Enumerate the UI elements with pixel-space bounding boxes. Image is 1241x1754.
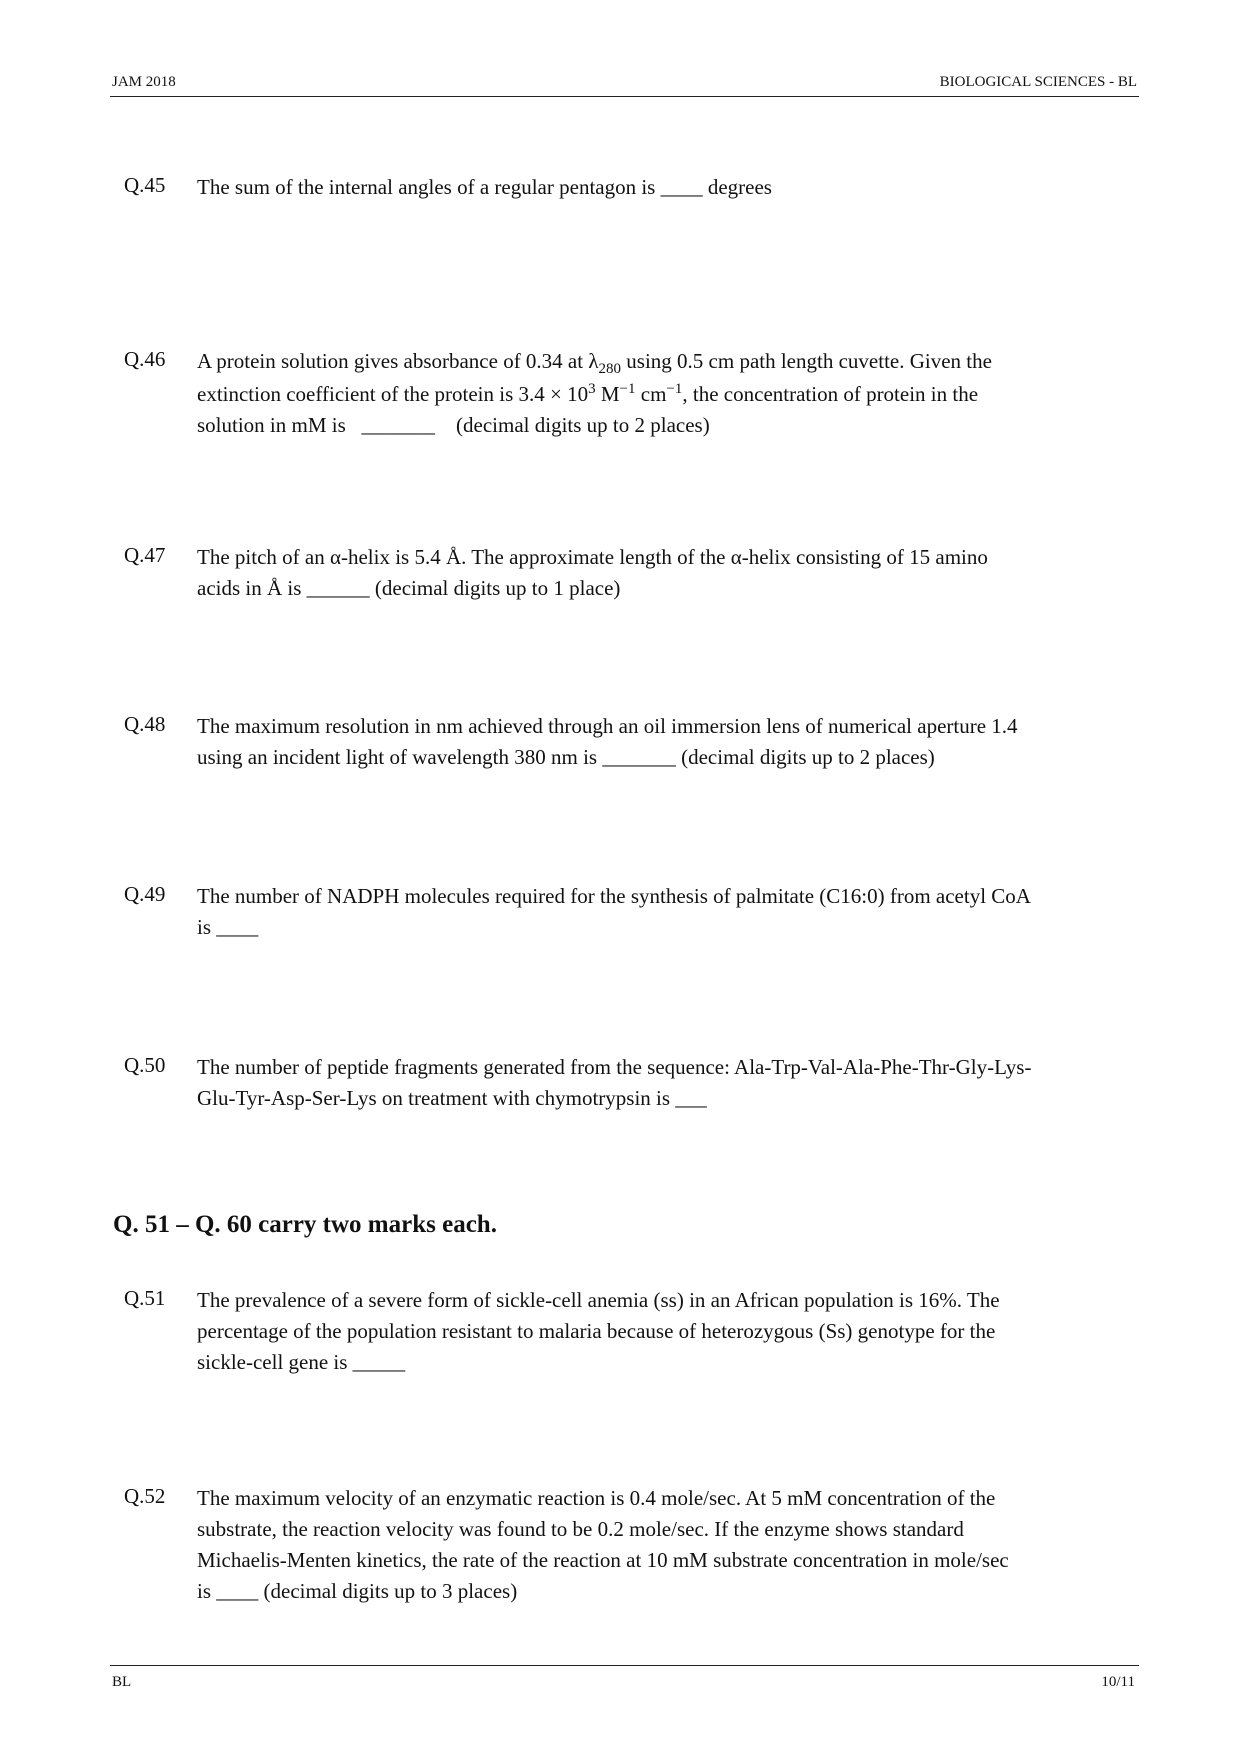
question-line: sickle-cell gene is _____ xyxy=(197,1350,406,1374)
question-line: The sum of the internal angles of a regular pentagon is ____ degrees xyxy=(197,175,772,199)
question-number: Q.50 xyxy=(124,1053,166,1077)
question-line: The maximum resolution in nm achieved through an oil immersion lens of numerical aperture 1.4 xyxy=(197,714,1018,738)
question-text xyxy=(197,1285,1117,1378)
text-run: , the concentration of protein in the xyxy=(682,382,979,406)
question-text xyxy=(197,542,1117,604)
exponent: −1 xyxy=(666,381,683,397)
question-line: acids in Å is ______ (decimal digits up to 1 place) xyxy=(197,576,621,600)
question-line: The pitch of an α-helix is 5.4 Å. The approximate length of the α-helix consisting of 15 amino xyxy=(197,545,988,569)
exponent: −1 xyxy=(619,381,636,397)
question-line xyxy=(197,379,1117,410)
question-line: The maximum velocity of an enzymatic reaction is 0.4 mole/sec. At 5 mM concentration of the xyxy=(197,1486,996,1510)
question-number: Q.47 xyxy=(124,543,166,567)
question-text xyxy=(197,346,1117,441)
question-text xyxy=(197,711,1117,773)
question-number: Q.46 xyxy=(124,347,166,371)
page-number: 10/11 xyxy=(1101,1674,1135,1690)
text-run: extinction coefficient of the protein is 3.4 × 10 xyxy=(197,382,589,406)
header-paper: BIOLOGICAL SCIENCES - BL xyxy=(939,74,1137,90)
text-run: using 0.5 cm path length cuvette. Given the xyxy=(621,349,992,373)
question-number: Q.45 xyxy=(124,173,166,197)
question-text xyxy=(197,881,1117,943)
text-run: cm xyxy=(635,382,667,406)
question-line: is ____ xyxy=(197,915,259,939)
question-line: Michaelis-Menten kinetics, the rate of the reaction at 10 mM substrate concentration in mole/sec xyxy=(197,1548,1009,1572)
header-rule xyxy=(110,96,1139,97)
footer-rule xyxy=(110,1665,1139,1666)
question-number: Q.52 xyxy=(124,1484,166,1508)
text-run: M xyxy=(595,382,620,406)
footer-code: BL xyxy=(112,1674,132,1690)
question-number: Q.48 xyxy=(124,712,166,736)
question-number: Q.49 xyxy=(124,882,166,906)
question-line xyxy=(197,346,1117,377)
question-line: Glu-Tyr-Asp-Ser-Lys on treatment with chymotrypsin is ___ xyxy=(197,1086,707,1110)
question-number: Q.51 xyxy=(124,1286,166,1310)
question-text xyxy=(197,1052,1117,1114)
text-run: A protein solution gives absorbance of 0.34 at λ xyxy=(197,349,599,373)
question-line: The number of NADPH molecules required for the synthesis of palmitate (C16:0) from acetyl CoA xyxy=(197,884,1031,908)
question-line: solution in mM is _______ (decimal digits up to 2 places) xyxy=(197,413,710,437)
header-exam: JAM 2018 xyxy=(112,74,176,90)
question-line: The prevalence of a severe form of sickle-cell anemia (ss) in an African population is 16%. The xyxy=(197,1288,1000,1312)
question-line: is ____ (decimal digits up to 3 places) xyxy=(197,1579,518,1603)
question-line: using an incident light of wavelength 380 nm is _______ (decimal digits up to 2 places) xyxy=(197,745,935,769)
question-line: substrate, the reaction velocity was found to be 0.2 mole/sec. If the enzyme shows standard xyxy=(197,1517,964,1541)
question-text xyxy=(197,1483,1117,1607)
section-heading: Q. 51 – Q. 60 carry two marks each. xyxy=(113,1211,497,1238)
question-text xyxy=(197,172,1117,203)
wavelength-subscript: 280 xyxy=(598,361,622,378)
question-line: The number of peptide fragments generated from the sequence: Ala-Trp-Val-Ala-Phe-Thr-Gly-Lys- xyxy=(197,1055,1032,1079)
exponent: 3 xyxy=(588,381,596,397)
question-line: percentage of the population resistant to malaria because of heterozygous (Ss) genotype for the xyxy=(197,1319,996,1343)
